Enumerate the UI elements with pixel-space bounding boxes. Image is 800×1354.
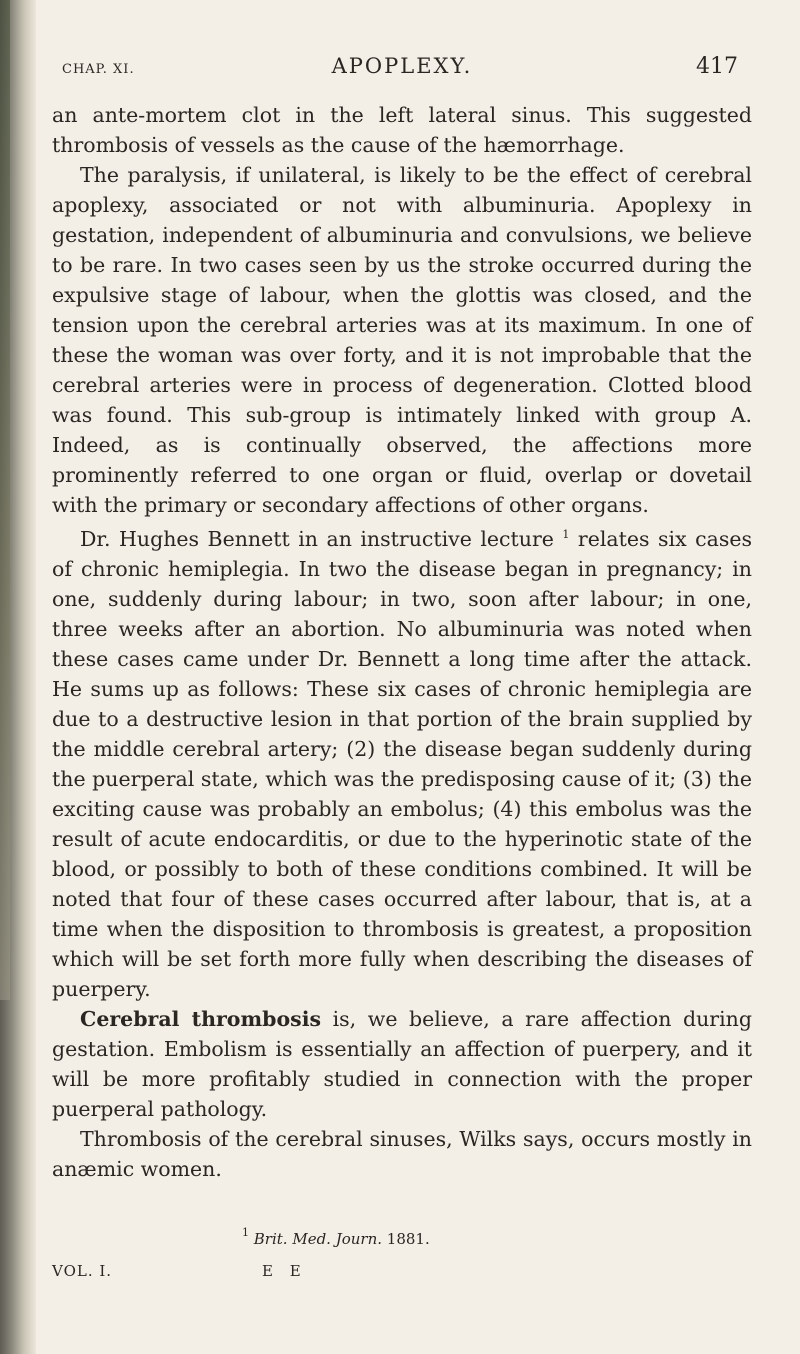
paragraph-continuation: an ante-mortem clot in the left lateral sinus. This suggested thrombosis of vessels as the cause of the hæmorrhage.	[52, 103, 752, 157]
binding-stain	[0, 0, 10, 1000]
footnote	[52, 1226, 752, 1248]
page-title: APOPLEXY.	[331, 54, 473, 78]
paragraph-bennett-start: Dr. Hughes Bennett in an instructive lecture	[80, 527, 554, 551]
page-number: 417	[696, 54, 738, 79]
paragraph-cerebral-thrombosis	[52, 1004, 752, 1124]
chapter-label: CHAP. XI.	[62, 62, 135, 77]
section-lead-heading: Cerebral thrombosis	[80, 1007, 322, 1031]
paragraph-paralysis: The paralysis, if unilateral, is likely to be the effect of cerebral apoplexy, associated or not with albuminuria. Apoplexy in gestation, independent of albuminuria and convulsions, we believe to be rare. In two cases seen by us the stroke occurred during the expulsive stage of labour, when the glottis was closed, and the tension upon the cerebral arteries was at its maximum. In one of these the woman was over forty, and it is not improbable that the cerebral arteries were in process of degeneration. Clotted blood was found. This sub-group is intimately linked with group A. Indeed, as is continually observed, the affections more prominently referred to one organ or fluid, overlap or dovetail with the primary or secondary affections of other organs.	[52, 163, 752, 517]
paragraph-bennett	[52, 520, 752, 1004]
paragraph-sinuses: Thrombosis of the cerebral sinuses, Wilks says, occurs mostly in anæmic women.	[52, 1127, 752, 1181]
footnote-year: 1881.	[386, 1230, 430, 1248]
footnote-mark: 1	[242, 1226, 249, 1239]
paragraph-cerebral-thrombosis-text: is, we believe, a rare affection during gestation. Embolism is essentially an affection of puerpery, and it will be more profitably studied in connection with the proper puerperal pathology.	[52, 1007, 752, 1121]
page-footer	[52, 1258, 752, 1288]
paragraph-bennett-rest: relates six cases of chronic hemiplegia. In two the disease began in pregnancy; in one, suddenly during labour; in two, soon after labour; in one, three weeks after an abortion. No albuminuria was noted when these cases came under Dr. Bennett a long time after the attack. He sums up as follows: These six cases of chronic hemiplegia are due to a destructive lesion in that portion of the brain supplied by the middle cerebral artery; (2) the disease began suddenly during the puerperal state, which was the predisposing cause of it; (3) the exciting cause was probably an embolus; (4) this embolus was the result of acute endocarditis, or due to the hyperinotic state of the blood, or possibly to both of these conditions combined. It will be noted that four of these cases occurred after labour, that is, at a time when the disposition to thrombosis is greatest, a proposition which will be set forth more fully when describing the diseases of puerpery.	[52, 527, 752, 1001]
running-header	[52, 52, 752, 86]
body-text	[52, 100, 752, 1184]
footnote-source: Brit. Med. Journ.	[253, 1230, 383, 1248]
book-page	[52, 52, 752, 1288]
volume-label: VOL. I.	[52, 1262, 113, 1280]
footnote-reference[interactable]: 1	[562, 528, 570, 541]
signature-mark: E E	[262, 1262, 307, 1280]
